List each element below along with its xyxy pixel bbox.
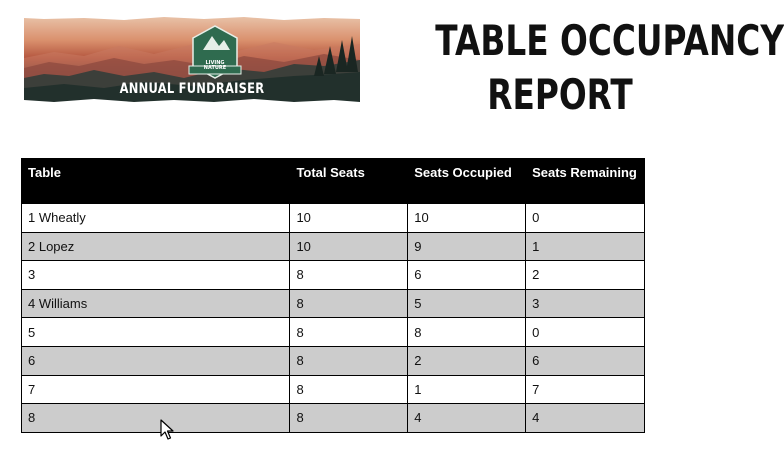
cell-remaining: 7 bbox=[526, 375, 645, 404]
cell-remaining: 0 bbox=[526, 318, 645, 347]
cell-table: 7 bbox=[22, 375, 290, 404]
cell-table: 6 bbox=[22, 346, 290, 375]
table-row bbox=[22, 204, 645, 233]
header-table: Table bbox=[22, 159, 290, 204]
header-seats-remaining: Seats Remaining bbox=[526, 159, 645, 204]
cell-occupied: 5 bbox=[408, 289, 526, 318]
cell-total: 8 bbox=[290, 375, 408, 404]
table-row bbox=[22, 346, 645, 375]
cell-table: 3 bbox=[22, 261, 290, 290]
header-total-seats: Total Seats bbox=[290, 159, 408, 204]
cell-total: 8 bbox=[290, 318, 408, 347]
cell-total: 10 bbox=[290, 232, 408, 261]
mouse-pointer-icon bbox=[160, 419, 174, 441]
event-banner bbox=[24, 16, 360, 104]
cell-total: 8 bbox=[290, 346, 408, 375]
cell-total: 8 bbox=[290, 261, 408, 290]
table-row bbox=[22, 261, 645, 290]
cell-table: 4 Williams bbox=[22, 289, 290, 318]
table-row bbox=[22, 404, 645, 433]
table-row bbox=[22, 232, 645, 261]
header-seats-occupied: Seats Occupied bbox=[408, 159, 526, 204]
cell-remaining: 1 bbox=[526, 232, 645, 261]
cell-occupied: 10 bbox=[408, 204, 526, 233]
cell-table: 2 Lopez bbox=[22, 232, 290, 261]
cell-occupied: 2 bbox=[408, 346, 526, 375]
badge-text bbox=[187, 61, 243, 71]
table-row bbox=[22, 289, 645, 318]
cell-total: 10 bbox=[290, 204, 408, 233]
cell-remaining: 0 bbox=[526, 204, 645, 233]
table-row bbox=[22, 375, 645, 404]
badge-line-1: LIVING bbox=[205, 60, 225, 66]
title-line-2: REPORT bbox=[487, 70, 633, 119]
cell-remaining: 2 bbox=[526, 261, 645, 290]
cell-remaining: 4 bbox=[526, 404, 645, 433]
cell-table: 8 bbox=[22, 404, 290, 433]
cell-occupied: 8 bbox=[408, 318, 526, 347]
cell-remaining: 6 bbox=[526, 346, 645, 375]
cell-total: 8 bbox=[290, 289, 408, 318]
title-line-1: TABLE OCCUPANCY bbox=[435, 16, 784, 65]
cell-occupied: 4 bbox=[408, 404, 526, 433]
cell-total: 8 bbox=[290, 404, 408, 433]
page-title bbox=[435, 14, 784, 122]
occupancy-table bbox=[21, 158, 645, 433]
badge-line-2: NATURE bbox=[203, 65, 227, 71]
cell-occupied: 9 bbox=[408, 232, 526, 261]
cell-occupied: 1 bbox=[408, 375, 526, 404]
cell-occupied: 6 bbox=[408, 261, 526, 290]
cell-table: 5 bbox=[22, 318, 290, 347]
table-row bbox=[22, 318, 645, 347]
cell-table: 1 Wheatly bbox=[22, 204, 290, 233]
banner-caption: ANNUAL FUNDRAISER bbox=[119, 81, 265, 97]
cell-remaining: 3 bbox=[526, 289, 645, 318]
table-header-row bbox=[22, 159, 645, 204]
